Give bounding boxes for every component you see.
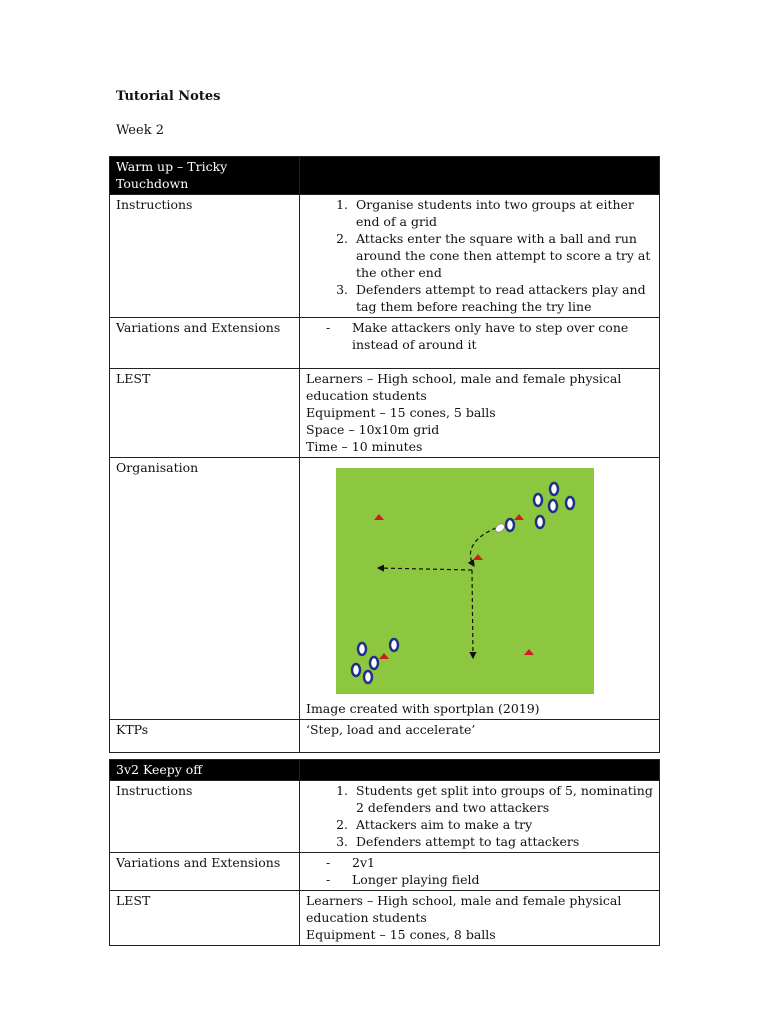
list-item: 2. Attacks enter the square with a ball and run around the cone then attempt to score a try at the other end xyxy=(352,230,653,281)
row-label: Organisation xyxy=(110,458,300,720)
player-icon xyxy=(364,671,372,683)
activity-2-header-row xyxy=(110,760,660,781)
diagram-wrap xyxy=(306,459,653,717)
list-item: 3. Defenders attempt to read attackers play and tag them before reaching the try line xyxy=(352,281,653,315)
instructions-list xyxy=(306,782,653,850)
week-label: Week 2 xyxy=(116,123,164,138)
row-label: KTPs xyxy=(110,720,300,753)
page-title: Tutorial Notes xyxy=(116,89,221,104)
list-item-text: Longer playing field xyxy=(352,872,480,887)
activity-1-instructions-row xyxy=(110,195,660,318)
player-icon xyxy=(390,639,398,651)
dash-bullet: - xyxy=(326,320,331,335)
player-icon xyxy=(352,664,360,676)
activity-1-organisation-row xyxy=(110,458,660,720)
ktps-cell: ‘Step, load and accelerate’ xyxy=(300,720,660,753)
player-icon xyxy=(549,500,557,512)
list-item-text: 2v1 xyxy=(352,855,375,870)
activity-1-header xyxy=(110,157,300,195)
player-icon xyxy=(534,494,542,506)
lest-cell xyxy=(300,891,660,946)
player-icon xyxy=(550,483,558,495)
activity-1-header-text: Warm up – Tricky Touchdown xyxy=(116,159,228,191)
lest-line: Space – 10x10m grid xyxy=(306,422,440,437)
organisation-cell xyxy=(300,458,660,720)
list-item xyxy=(306,871,653,888)
activity-1-lest-row xyxy=(110,369,660,458)
activity-2-variations-row xyxy=(110,853,660,891)
list-item: 2. Attackers aim to make a try xyxy=(352,816,653,833)
lest-line: Learners – High school, male and female physical education students xyxy=(306,893,622,925)
lest-line: Learners – High school, male and female physical education students xyxy=(306,371,622,403)
lest-line: Equipment – 15 cones, 8 balls xyxy=(306,927,496,942)
row-label: Instructions xyxy=(110,195,300,318)
row-label: Instructions xyxy=(110,781,300,853)
variations-cell xyxy=(300,318,660,369)
activity-2-lest-row xyxy=(110,891,660,946)
list-item xyxy=(306,854,653,871)
player-icon xyxy=(506,519,514,531)
activity-1-variations-row xyxy=(110,318,660,369)
activity-1-ktps-row xyxy=(110,720,660,753)
instructions-cell xyxy=(300,195,660,318)
activity-1-table xyxy=(109,156,660,753)
row-label: Variations and Extensions xyxy=(110,853,300,891)
activity-1-header-blank xyxy=(300,157,660,195)
activity-2-header: 3v2 Keepy off xyxy=(110,760,300,781)
lest-cell xyxy=(300,369,660,458)
drill-diagram xyxy=(336,468,594,694)
variations-list xyxy=(306,319,653,353)
list-item: 3. Defenders attempt to tag attackers xyxy=(352,833,653,850)
list-item xyxy=(306,319,653,353)
activity-2-table xyxy=(109,759,660,946)
activity-2-instructions-row xyxy=(110,781,660,853)
instructions-cell xyxy=(300,781,660,853)
dash-bullet: - xyxy=(326,855,331,870)
lest-line: Time – 10 minutes xyxy=(306,439,423,454)
player-icon xyxy=(358,643,366,655)
player-icon xyxy=(536,516,544,528)
list-item: 1. Organise students into two groups at either end of a grid xyxy=(352,196,653,230)
instructions-list xyxy=(306,196,653,315)
player-icon xyxy=(370,657,378,669)
dash-bullet: - xyxy=(326,872,331,887)
player-icon xyxy=(566,497,574,509)
variations-list xyxy=(306,854,653,888)
diagram-caption: Image created with sportplan (2019) xyxy=(306,701,540,716)
variations-cell xyxy=(300,853,660,891)
row-label: LEST xyxy=(110,891,300,946)
activity-1-header-row xyxy=(110,157,660,195)
list-item: 1. Students get split into groups of 5, nominating 2 defenders and two attackers xyxy=(352,782,653,816)
list-item-text: Make attackers only have to step over cone instead of around it xyxy=(352,320,629,352)
activity-2-header-blank xyxy=(300,760,660,781)
lest-line: Equipment – 15 cones, 5 balls xyxy=(306,405,496,420)
row-label: LEST xyxy=(110,369,300,458)
row-label: Variations and Extensions xyxy=(110,318,300,369)
